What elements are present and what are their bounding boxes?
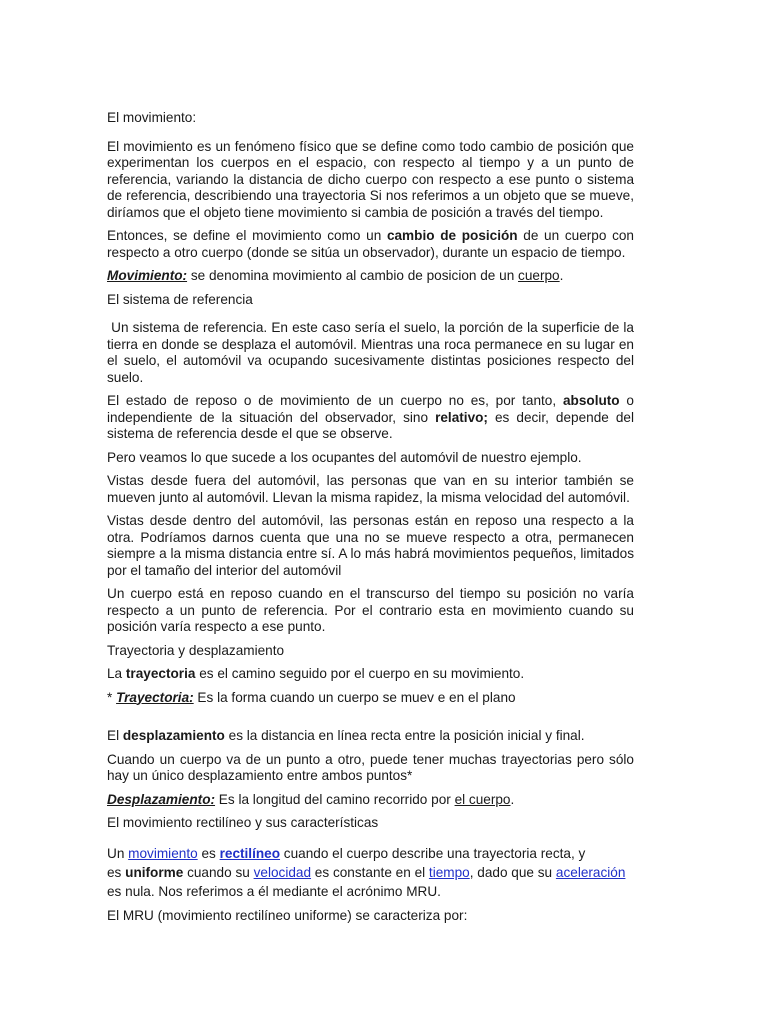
bold-absoluto: absoluto (562, 393, 620, 408)
link-cuerpo[interactable]: cuerpo (518, 268, 560, 283)
heading-sistema-referencia: El sistema de referencia (107, 291, 253, 307)
paragraph-ocupantes: Pero veamos lo que sucede a los ocupantes del automóvil de nuestro ejemplo. (107, 449, 582, 465)
paragraph-mru-caracteristicas: El MRU (movimiento rectilíneo uniforme) se caracteriza por: (107, 907, 468, 923)
doc-title: El movimiento: (107, 110, 197, 125)
bold-relativo: relativo; (435, 409, 488, 425)
term-trayectoria: Trayectoria: (116, 689, 194, 705)
definition-movimiento: Movimiento: se denomina movimiento al cambio de posicion de un cuerpo. (107, 268, 564, 283)
definition-desplazamiento: Desplazamiento: Es la longitud del camino recorrido por el cuerpo. (107, 791, 515, 807)
paragraph-relativo: El estado de reposo o de movimiento de un cuerpo no es, por tanto, absoluto o independiente de la situación del observador, sino relativo; es decir, depende del sistema de referencia desde el que se observe. (107, 393, 634, 441)
bold-desplazamiento: desplazamiento (122, 728, 225, 743)
paragraph-vistas-fuera: Vistas desde fuera del automóvil, las personas que van en su interior también se mueven junto al automóvil. Llevan la misma rapidez, la misma velocidad del automóvil. (107, 473, 634, 505)
document-content (107, 110, 638, 931)
link-el-cuerpo[interactable]: el cuerpo (454, 791, 511, 807)
paragraph-sistema: Un sistema de referencia. En este caso sería el suelo, la porción de la superficie de la tierra en donde se desplaza el automóvil. Mientras una roca permanece en su lugar en el suelo, el automóvil va ocupando sucesivamente distintas posiciones respecto del suelo. (107, 320, 638, 385)
paragraph-reposo: Un cuerpo está en reposo cuando en el transcurso del tiempo su posición no varía respecto a un punto de referencia. Por el contrario esta en movimiento cuando su posición varía respecto a ese punto. (107, 586, 634, 634)
term-desplazamiento: Desplazamiento: (107, 791, 216, 807)
paragraph-desplazamiento: El desplazamiento es la distancia en línea recta entre la posición inicial y final. (107, 728, 585, 743)
paragraph-trayectorias-multiples: Cuando un cuerpo va de un punto a otro, puede tener muchas trayectorias pero sólo hay un único desplazamiento entre ambos puntos* (107, 751, 634, 783)
link-aceleracion[interactable]: aceleración (555, 864, 626, 880)
paragraph-mru: Un movimiento es rectilíneo cuando el cuerpo describe una trayectoria recta, y es uniforme cuando su velocidad es constante en el tiempo, dado que su aceleración es nula. Nos referimos a él mediante el acrónimo MRU. (107, 845, 626, 899)
term-movimiento: Movimiento: (107, 268, 188, 283)
link-velocidad[interactable]: velocidad (253, 864, 312, 880)
heading-trayectoria-desplazamiento: Trayectoria y desplazamiento (107, 642, 285, 658)
bold-cambio-posicion: cambio de posición (386, 228, 518, 243)
paragraph-definition: El movimiento es un fenómeno físico que se define como todo cambio de posición que experimentan los cuerpos en el espacio, con respecto al tiempo y a un punto de referencia, variando la distancia de dicho cuerpo con respecto a ese punto o sistema de referencia, describiendo una trayectoria Si nos referimos a un objeto que se mueve, diríamos que el objeto tiene movimiento si cambia de posición a través del tiempo. (107, 138, 634, 220)
link-movimiento[interactable]: movimiento (128, 845, 198, 861)
heading-mru: El movimiento rectilíneo y sus características (107, 815, 379, 830)
paragraph-vistas-dentro: Vistas desde dentro del automóvil, las personas están en reposo una respecto a la otra. Podríamos darnos cuenta que una no se mueve respecto a otra, permanecen siempre a la misma distancia entre sí. A lo más habrá movimientos pequeños, limitados por el tamaño del interior del automóvil (107, 513, 634, 578)
bold-trayectoria: trayectoria (125, 666, 196, 681)
paragraph-cambio-posicion: Entonces, se define el movimiento como un cambio de posición de un cuerpo con respecto a otro cuerpo (donde se sitúa un observador), durante un espacio de tiempo. (107, 228, 634, 260)
bold-uniforme: uniforme (125, 864, 184, 880)
paragraph-trayectoria: La trayectoria es el camino seguido por el cuerpo en su movimiento. (107, 666, 525, 681)
link-rectilineo[interactable]: rectilíneo (219, 845, 281, 861)
link-tiempo[interactable]: tiempo (428, 864, 470, 880)
definition-trayectoria: * Trayectoria: Es la forma cuando un cuerpo se muev e en el plano (107, 689, 516, 705)
